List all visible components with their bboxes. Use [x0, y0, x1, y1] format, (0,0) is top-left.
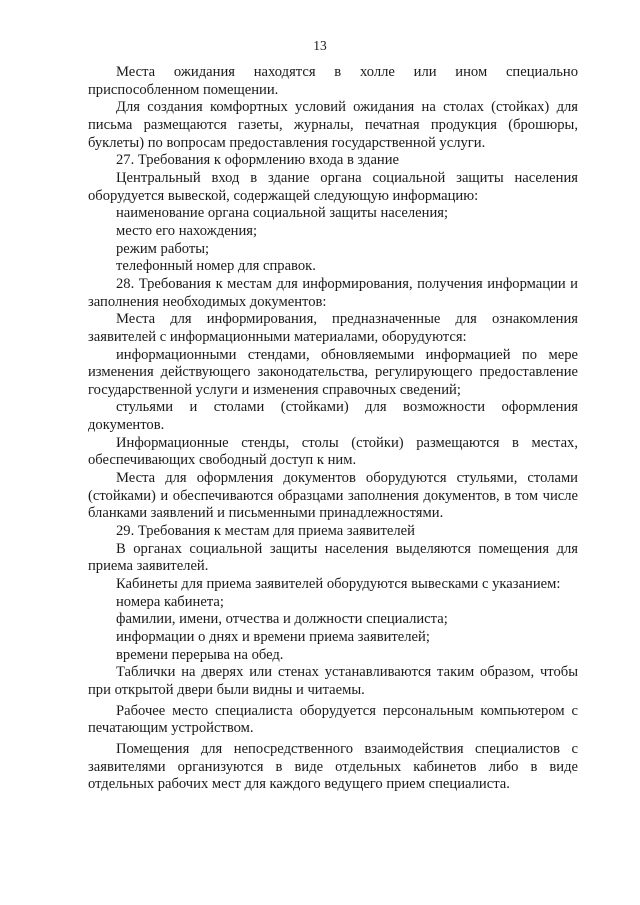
list-item-specialist-name: фамилии, имени, отчества и должности специалиста;: [116, 611, 448, 628]
paragraph-cabinet-signs: Кабинеты для приема заявителей оборудуются вывесками с указанием:: [116, 576, 561, 593]
list-item-info-stands: информационными стендами, обновляемыми информацией по мере изменения действующего законодательства, регулирующего предоставление государственной услуги и изменения справочных сведений;: [88, 346, 578, 398]
paragraph-stands-placement: Информационные стенды, столы (стойки) размещаются в местах, обеспечивающих свободный доступ к ним.: [88, 434, 578, 469]
section-heading-28: 28. Требования к местам для информирования, получения информации и заполнения необходимых документов:: [88, 275, 578, 310]
page-number: 13: [313, 38, 327, 53]
paragraph-reception-rooms: В органах социальной защиты населения выделяются помещения для приема заявителей.: [88, 540, 578, 575]
paragraph-door-signs: Таблички на дверях или стенах устанавливаются таким образом, чтобы при открытой двери были видны и читаемы.: [88, 664, 578, 698]
document-body: [88, 64, 578, 794]
section-heading-29: 29. Требования к местам для приема заявителей: [116, 523, 415, 540]
list-item-organ-name: наименование органа социальной защиты населения;: [116, 205, 449, 222]
paragraph-information-places: Места для информирования, предназначенные для ознакомления заявителей с информационными материалами, оборудуются:: [88, 311, 578, 345]
paragraph-central-entrance: Центральный вход в здание органа социальной защиты населения оборудуется вывеской, содержащей следующую информацию:: [88, 169, 578, 204]
paragraph-document-places: Места для оформления документов оборудуются стульями, столами (стойками) и обеспечиваются образцами заполнения документов, в том числе бланками заявлений и письменными принадлежностями.: [88, 470, 578, 522]
list-item-cabinet-number: номера кабинета;: [116, 593, 224, 610]
paragraph-interaction-rooms: Помещения для непосредственного взаимодействия специалистов с заявителями организуются в виде отдельных кабинетов либо в виде отдельных рабочих мест для каждого ведущего прием специалиста.: [88, 740, 578, 793]
list-item-reception-days: информации о днях и времени приема заявителей;: [116, 629, 430, 645]
list-item-phone: телефонный номер для справок.: [116, 258, 316, 275]
paragraph-workplace: Рабочее место специалиста оборудуется персональным компьютером с печатающим устройством.: [88, 702, 578, 737]
paragraph-comfort-conditions: Для создания комфортных условий ожидания на столах (стойках) для письма размещаются газеты, журналы, печатная продукция (брошюры, буклеты) по вопросам предоставления государственной услуги.: [88, 99, 578, 151]
list-item-location: место его нахождения;: [116, 222, 258, 239]
list-item-work-schedule: режим работы;: [116, 240, 210, 257]
list-item-lunch-break: времени перерыва на обед.: [116, 646, 284, 663]
paragraph-waiting-area: Места ожидания находятся в холле или ином специально приспособленном помещении.: [88, 64, 578, 98]
section-heading-27: 27. Требования к оформлению входа в здание: [116, 152, 400, 169]
list-item-chairs-tables: стульями и столами (стойками) для возможности оформления документов.: [88, 399, 578, 434]
